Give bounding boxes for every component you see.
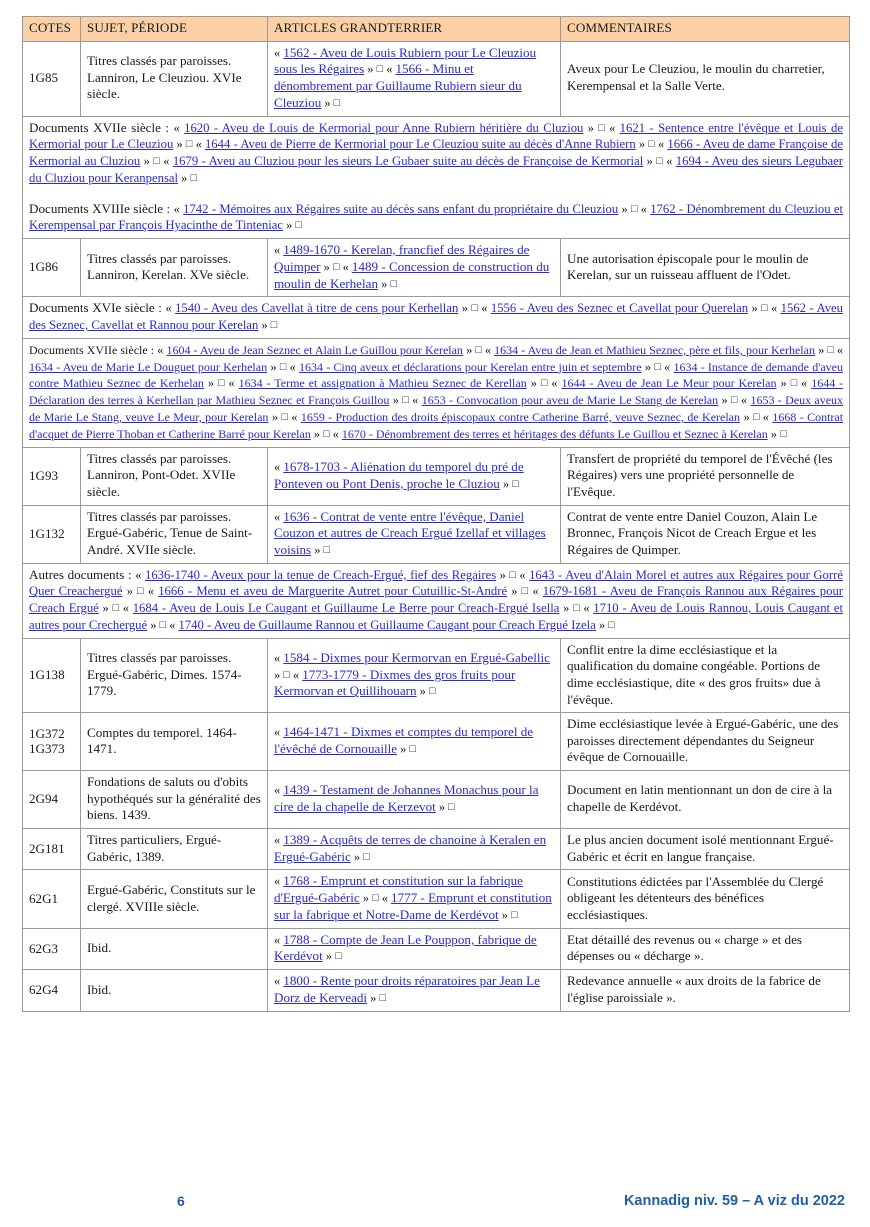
cell-sujet: Titres classés par paroisses. Lanniron, Kerelan. XVe siècle. xyxy=(81,239,268,297)
grandterrier-article-link[interactable]: 1694 - Aveu des sieurs Legubaer du Cluziou pour Keranpensal xyxy=(29,154,844,185)
cell-cote xyxy=(23,638,81,713)
table-body xyxy=(23,41,850,1011)
table-row xyxy=(23,447,850,505)
grandterrier-article-link[interactable]: 1540 - Aveu des Cavellat à titre de cens pour Kerhellan xyxy=(175,301,459,316)
quote-open: « xyxy=(381,891,392,906)
cell-cote xyxy=(23,41,81,116)
cote-line: 1G372 xyxy=(29,725,65,741)
cell-cote xyxy=(23,928,81,970)
square-marker-icon xyxy=(363,853,369,864)
column-header-cotes: COTES xyxy=(23,17,81,42)
cell-cote xyxy=(23,771,81,829)
quote-close: » xyxy=(359,891,373,906)
grandterrier-article-link[interactable]: 1668 - Contrat d'acquet de Pierre Thoban et Catherine Barré pour Kerelan xyxy=(29,410,844,441)
cote-line: 1G138 xyxy=(29,667,65,683)
cell-articles xyxy=(268,870,561,928)
documents-paragraph xyxy=(29,201,843,235)
grandterrier-article-link[interactable]: 1684 - Aveu de Louis Le Caugant et Guillaume Le Berre pour Creach-Ergué Isella xyxy=(132,601,560,616)
square-marker-icon xyxy=(137,587,143,598)
documents-paragraph xyxy=(29,120,843,187)
cell-commentaire: Aveux pour Le Cleuziou, le moulin du charretier, Kerempensal et la Salle Verte. xyxy=(561,41,850,116)
grandterrier-article-link[interactable]: 1636-1740 - Aveux pour la tenue de Creach-Ergué, fief des Regaires xyxy=(144,567,497,582)
cote-line: 1G93 xyxy=(29,467,59,483)
quote-close: » xyxy=(203,376,219,391)
paragraph-lead-label: Documents XVIIIe siècle : xyxy=(29,200,174,216)
quote-close: » xyxy=(498,907,512,922)
cell-articles xyxy=(268,447,561,505)
cell-documents-paragraph xyxy=(23,116,850,239)
square-marker-icon xyxy=(475,346,481,357)
quote-close: » xyxy=(507,584,522,599)
cell-sujet: Fondations de saluts ou d'obits hypothéqués sur la généralité des biens. 1439. xyxy=(81,771,268,829)
cell-sujet: Titres particuliers, Ergué-Gabéric, 1389. xyxy=(81,828,268,870)
cote-line: 2G94 xyxy=(29,791,59,807)
quote-open: « xyxy=(800,376,812,391)
table-header-row xyxy=(23,17,850,42)
quote-open: « xyxy=(583,601,594,616)
page-footer xyxy=(22,1193,849,1215)
cell-sujet: Titres classés par paroisses. Lanniron, Pont-Odet. XVIIe siècle. xyxy=(81,447,268,505)
grandterrier-article-link[interactable]: 1653 - Convocation pour aveu de Marie Le Stang de Kerelan xyxy=(421,393,719,408)
grandterrier-article-link[interactable]: 1644 - Déclaration des terres à Kerhellan par Mathieu Seznec et François Guillou xyxy=(29,376,844,408)
quote-close: » xyxy=(748,301,762,316)
quote-close: » xyxy=(583,120,599,135)
cote-line: 1G86 xyxy=(29,259,59,275)
cote-line: 62G1 xyxy=(29,890,59,906)
grandterrier-article-link[interactable]: 1679 - Aveu au Cluziou pour les sieurs Le Gubaer suite au décès de Françoise de Kermorial xyxy=(172,154,644,168)
cell-commentaire: Contrat de vente entre Daniel Couzon, Alain Le Bronnec, François Nicot de Creach Ergue et les Régaires de Quimper. xyxy=(561,505,850,563)
square-marker-icon xyxy=(280,363,286,374)
grandterrier-article-link[interactable]: 1670 - Dénombrement des terres et héritages des défunts Le Guillou et Seznec à Kerelan xyxy=(341,426,768,441)
grandterrier-article-link[interactable]: 1634 - Terme et assignation à Mathieu Seznec de Kerellan xyxy=(238,376,527,391)
quote-close: » xyxy=(350,849,364,864)
quote-close: » xyxy=(595,617,609,632)
square-marker-icon xyxy=(295,221,301,232)
quote-close: » xyxy=(268,410,282,425)
grandterrier-article-link[interactable]: 1439 - Testament de Johannes Monachus pour la cire de la chapelle de Kerzevot xyxy=(274,782,539,815)
table-paragraph-row xyxy=(23,338,850,447)
square-marker-icon xyxy=(471,304,477,315)
quote-open: « xyxy=(173,120,185,135)
quote-close: » xyxy=(140,154,154,168)
quote-open: « xyxy=(122,601,133,616)
quote-close: » xyxy=(499,476,513,491)
quote-open: « xyxy=(740,393,751,408)
table-paragraph-row xyxy=(23,116,850,239)
grandterrier-article-link[interactable]: 1620 - Aveu de Louis de Kermorial pour Anne Rubiern héritière du Cluziou xyxy=(184,120,584,135)
square-marker-icon xyxy=(573,604,579,615)
cell-documents-paragraph xyxy=(23,297,850,339)
cell-articles xyxy=(268,771,561,829)
quote-open: « xyxy=(342,259,352,274)
grandterrier-article-link[interactable]: 1489-1670 - Kerelan, francfief des Régaires de Quimper xyxy=(274,242,530,274)
square-marker-icon xyxy=(372,894,378,905)
cell-articles xyxy=(268,970,561,1012)
grandterrier-article-link[interactable]: 1584 - Dixmes pour Kermorvan en Ergué-Gabellic xyxy=(283,649,550,665)
cell-cote xyxy=(23,447,81,505)
grandterrier-article-link[interactable]: 1634 - Instance de demande d'aveu contre Mathieu Seznec de Kerhelan xyxy=(29,359,844,391)
quote-close: » xyxy=(767,426,781,441)
table-row xyxy=(23,828,850,870)
grandterrier-article-link[interactable]: 1679-1681 - Aveu de François Rannou aux Régaires pour Creach Ergué xyxy=(29,584,844,616)
quote-open: « xyxy=(169,617,179,632)
quote-close: » xyxy=(496,567,510,582)
square-marker-icon xyxy=(377,65,383,76)
cell-commentaire: Dime ecclésiastique levée à Ergué-Gabéric, une des paroisses directement dépendantes du Seigneur évêque de Cornouaille. xyxy=(561,713,850,771)
quote-open: « xyxy=(663,359,674,374)
cell-cote xyxy=(23,870,81,928)
quote-open: « xyxy=(484,342,495,357)
quote-open: « xyxy=(274,932,284,947)
quote-open: « xyxy=(274,832,284,847)
cell-articles xyxy=(268,41,561,116)
table-header xyxy=(23,17,850,42)
quote-close: » xyxy=(267,359,280,374)
cote-line: 1G132 xyxy=(29,525,65,541)
square-marker-icon xyxy=(780,430,786,441)
paragraph-lead-label: Documents XVIe siècle : xyxy=(29,300,166,316)
quote-open: « xyxy=(165,301,176,316)
cell-articles xyxy=(268,928,561,970)
square-marker-icon xyxy=(648,140,654,151)
column-header-commentaires: COMMENTAIRES xyxy=(561,17,850,42)
square-marker-icon xyxy=(791,379,797,390)
square-marker-icon xyxy=(608,621,614,632)
table-row xyxy=(23,970,850,1012)
grandterrier-article-link[interactable]: 1644 - Aveu de Pierre de Kermorial pour Le Cleuziou suite au décès d'Anne Rubiern xyxy=(204,137,636,152)
cell-sujet: Titres classés par paroisses. Lanniron, Le Cleuziou. XVIe siècle. xyxy=(81,41,268,116)
square-marker-icon xyxy=(522,587,528,598)
quote-open: « xyxy=(292,667,303,682)
cell-commentaire: Etat détaillé des revenus ou « charge » et des dépenses ou « décharge ». xyxy=(561,928,850,970)
page-number: 6 xyxy=(177,1193,185,1209)
quote-open: « xyxy=(386,62,396,77)
square-marker-icon xyxy=(761,304,767,315)
table-paragraph-row xyxy=(23,563,850,638)
cell-articles xyxy=(268,713,561,771)
square-marker-icon xyxy=(598,124,604,135)
grandterrier-article-link[interactable]: 1742 - Mémoires aux Régaires suite au décès sans enfant du propriétaire du Cleuziou xyxy=(183,201,619,216)
grandterrier-article-link[interactable]: 1644 - Aveu de Jean Le Meur pour Kerelan xyxy=(561,376,777,391)
cell-commentaire: Transfert de propriété du temporel de l'Évêché (les Régaires) vers une propriété personnelle de l'Evêque. xyxy=(561,447,850,505)
grandterrier-article-link[interactable]: 1566 - Minu et dénombrement par Guillaume Rubiern sieur du Cleuziou xyxy=(274,61,522,110)
table-row xyxy=(23,638,850,713)
quote-open: « xyxy=(532,584,543,599)
quote-close: » xyxy=(147,617,160,632)
quote-close: » xyxy=(98,601,113,616)
table-row xyxy=(23,771,850,829)
paragraph-lead-label: Documents XVIIe siècle : xyxy=(29,119,174,135)
quote-close: » xyxy=(173,137,186,152)
cell-articles xyxy=(268,828,561,870)
quote-open: « xyxy=(274,509,284,524)
square-marker-icon xyxy=(112,604,118,615)
square-marker-icon xyxy=(827,346,833,357)
grandterrier-article-link[interactable]: 1666 - Menu et aveu de Marguerite Autret pour Cutuillic-St-André xyxy=(158,584,508,599)
cell-commentaire: Redevance annuelle « aux droits de la fabrice de l'église paroissiale ». xyxy=(561,970,850,1012)
quote-open: « xyxy=(332,426,342,441)
cell-commentaire: Document en latin mentionnant un don de cire à la chapelle de Kerdévot. xyxy=(561,771,850,829)
table-row xyxy=(23,928,850,970)
paragraph-lead-label: Autres documents : xyxy=(29,566,136,582)
quote-open: « xyxy=(274,874,284,889)
quote-close: » xyxy=(740,410,754,425)
table-row xyxy=(23,870,850,928)
square-marker-icon xyxy=(333,263,339,274)
quote-open: « xyxy=(163,154,173,168)
cote-line: 62G4 xyxy=(29,982,59,998)
cell-sujet: Comptes du temporel. 1464-1471. xyxy=(81,713,268,771)
column-header-articles: ARTICLES GRANDTERRIER xyxy=(268,17,561,42)
grandterrier-article-link[interactable]: 1562 - Aveu de Louis Rubiern pour Le Cleuziou sous les Régaires xyxy=(274,44,537,77)
table-row xyxy=(23,505,850,563)
quote-open: « xyxy=(274,459,284,474)
grandterrier-article-link[interactable]: 1666 - Aveu de dame Françoise de Kermorial au Cluziou xyxy=(29,137,844,168)
square-marker-icon xyxy=(271,321,277,332)
quote-open: « xyxy=(135,567,145,582)
quote-open: « xyxy=(666,154,676,168)
issue-label: Kannadig niv. 59 – A viz du 2022 xyxy=(623,1193,845,1209)
square-marker-icon xyxy=(283,671,289,682)
table-row xyxy=(23,713,850,771)
square-marker-icon xyxy=(218,379,224,390)
quote-open: « xyxy=(291,410,301,425)
cote-line: 2G181 xyxy=(29,841,65,856)
quote-close: » xyxy=(320,259,333,274)
square-marker-icon xyxy=(631,205,637,216)
grandterrier-article-link[interactable]: 1464-1471 - Dixmes et comptes du temporel de l'évêché de Cornouaille xyxy=(274,724,534,757)
quote-close: » xyxy=(321,95,334,110)
cote-line: 62G3 xyxy=(29,940,59,956)
grandterrier-article-link[interactable]: 1653 - Deux aveux de Marie Le Stang, veuve Le Meur, pour Kerelan xyxy=(29,393,844,425)
quote-close: » xyxy=(776,376,791,391)
quote-open: « xyxy=(658,137,668,152)
quote-close: » xyxy=(526,376,541,391)
quote-close: » xyxy=(367,990,380,1005)
quote-open: « xyxy=(157,342,167,357)
quote-close: » xyxy=(814,342,828,357)
quote-open: « xyxy=(274,725,284,740)
square-marker-icon xyxy=(160,621,166,632)
quote-open: « xyxy=(173,201,184,216)
quote-open: « xyxy=(274,45,284,60)
grandterrier-article-link[interactable]: 1773-1779 - Dixmes des gros fruits pour Kermorvan et Quillihouarn xyxy=(274,666,516,699)
cell-cote xyxy=(23,505,81,563)
square-marker-icon xyxy=(323,430,329,441)
cell-sujet: Ibid. xyxy=(81,970,268,1012)
cell-sujet: Titres classés par paroisses. Ergué-Gabéric, Tenue de Saint-André. XVIIe siècle. xyxy=(81,505,268,563)
grandterrier-article-link[interactable]: 1556 - Aveu des Seznec et Cavellat pour Querelan xyxy=(490,301,749,316)
square-marker-icon xyxy=(409,745,415,756)
square-marker-icon xyxy=(153,157,159,168)
grandterrier-article-link[interactable]: 1740 - Aveu de Guillaume Rannou et Guillaume Caugant pour Creach Ergué Izela xyxy=(178,617,596,632)
quote-close: » xyxy=(274,667,284,682)
cell-cote xyxy=(23,970,81,1012)
quote-open: « xyxy=(274,974,284,989)
quote-open: « xyxy=(519,567,530,582)
paragraph-lead-label: Documents XVIIe siècle : xyxy=(29,342,158,357)
table-row xyxy=(23,239,850,297)
quote-open: « xyxy=(481,301,491,316)
square-marker-icon xyxy=(282,413,288,424)
square-marker-icon xyxy=(429,687,435,698)
quote-open: « xyxy=(412,393,422,408)
grandterrier-article-link[interactable]: 1389 - Acquêts de terres de chanoine à Keralen en Ergué-Gabéric xyxy=(274,831,547,864)
quote-open: « xyxy=(609,120,620,135)
grandterrier-article-link[interactable]: 1762 - Dénombrement du Cleuziou et Kerempensal par François Hyacinthe de Tinteniac xyxy=(29,201,844,233)
grandterrier-article-link[interactable]: 1788 - Compte de Jean Le Pouppon, fabrique de Kerdévot xyxy=(274,931,537,964)
grandterrier-article-link[interactable]: 1777 - Emprunt et constitution sur la fabrique et Notre-Dame de Kerdévot xyxy=(274,890,552,922)
square-marker-icon xyxy=(334,99,340,110)
inventory-table xyxy=(22,16,850,1012)
cell-cote xyxy=(23,239,81,297)
square-marker-icon xyxy=(324,546,330,557)
quote-close: » xyxy=(458,301,472,316)
quote-close: » xyxy=(283,218,296,233)
square-marker-icon xyxy=(512,480,518,491)
quote-close: » xyxy=(258,318,271,332)
grandterrier-article-link[interactable]: 1768 - Emprunt et constitution sur la fabrique d'Ergué-Gabéric xyxy=(274,873,523,906)
grandterrier-article-link[interactable]: 1636 - Contrat de vente entre l'évêque, Daniel Couzon et autres de Creach Ergué Izellaf et villages voisins xyxy=(274,508,546,557)
grandterrier-article-link[interactable]: 1634 - Aveu de Marie Le Douguet pour Kerhelan xyxy=(29,359,268,374)
cell-commentaire: Une autorisation épiscopale pour le moulin de Kerelan, sur un ruisseau affluent de l'Odet. xyxy=(561,239,850,297)
square-marker-icon xyxy=(379,994,385,1005)
square-marker-icon xyxy=(654,363,660,374)
cell-articles xyxy=(268,505,561,563)
grandterrier-article-link[interactable]: 1710 - Aveu de Louis Rannou, Louis Caugant et autres pour Crechergué xyxy=(29,601,844,632)
quote-open: « xyxy=(762,410,773,425)
cell-sujet: Ergué-Gabéric, Constituts sur le clergé. XVIIIe siècle. xyxy=(81,870,268,928)
quote-close: » xyxy=(435,800,449,815)
quote-close: » xyxy=(462,342,476,357)
quote-open: « xyxy=(147,584,159,599)
quote-close: » xyxy=(718,393,732,408)
grandterrier-article-link[interactable]: 1634 - Cinq aveux et déclarations pour Kerelan entre juin et septembre xyxy=(299,359,642,374)
table-paragraph-row xyxy=(23,297,850,339)
grandterrier-article-link[interactable]: 1621 - Sentence entre l'évêque et Louis de Kermorial pour Le Cleuziou xyxy=(29,120,844,152)
square-marker-icon xyxy=(190,174,196,185)
square-marker-icon xyxy=(656,157,662,168)
grandterrier-article-link[interactable]: 1634 - Aveu de Jean et Mathieu Seznec, père et fils, pour Kerhelan xyxy=(494,342,815,357)
column-header-sujet: SUJET, PÉRIODE xyxy=(81,17,268,42)
cote-line: 1G373 xyxy=(29,741,65,757)
quote-open: « xyxy=(771,301,781,316)
cell-cote xyxy=(23,713,81,771)
square-marker-icon xyxy=(390,280,396,291)
quote-close: » xyxy=(618,201,631,216)
cell-sujet: Titres classés par paroisses. Ergué-Gabéric, Dimes. 1574-1779. xyxy=(81,638,268,713)
quote-close: » xyxy=(635,137,649,152)
square-marker-icon xyxy=(402,396,408,407)
cote-line: 1G85 xyxy=(29,70,59,86)
quote-close: » xyxy=(310,426,324,441)
square-marker-icon xyxy=(753,413,759,424)
quote-open: « xyxy=(289,359,299,374)
square-marker-icon xyxy=(335,952,341,963)
grandterrier-article-link[interactable]: 1562 - Aveu des Seznec, Cavellat et Rannou pour Kerelan xyxy=(29,301,844,332)
quote-close: » xyxy=(178,170,191,185)
quote-close: » xyxy=(397,742,410,757)
documents-paragraph xyxy=(29,300,843,334)
square-marker-icon xyxy=(541,379,547,390)
documents-paragraph xyxy=(29,567,843,634)
grandterrier-article-link[interactable]: 1643 - Aveu d'Alain Morel et autres aux Régaires pour Gorré Quer Creachergué xyxy=(29,567,843,599)
grandterrier-article-link[interactable]: 1678-1703 - Aliénation du temporel du pré de Ponteven ou Pont Denis, proche le Cluziou xyxy=(274,458,524,491)
quote-close: » xyxy=(416,684,429,699)
cell-articles xyxy=(268,638,561,713)
quote-open: « xyxy=(551,376,562,391)
square-marker-icon xyxy=(186,140,192,151)
cell-cote xyxy=(23,828,81,870)
table-row xyxy=(23,41,850,116)
square-marker-icon xyxy=(511,911,517,922)
quote-open: « xyxy=(274,783,284,798)
quote-open: « xyxy=(274,650,284,665)
quote-open: « xyxy=(274,243,284,257)
cell-commentaire: Constitutions édictées par l'Assemblée du Clergé obligeant les détenteurs des bénéfices ecclésiastiques. xyxy=(561,870,850,928)
cell-commentaire: Le plus ancien document isolé mentionnant Ergué-Gabéric et écrit en langue française. xyxy=(561,828,850,870)
quote-close: » xyxy=(364,62,377,77)
quote-close: » xyxy=(643,154,657,168)
quote-close: » xyxy=(311,542,324,557)
quote-close: » xyxy=(641,359,655,374)
cell-sujet: Ibid. xyxy=(81,928,268,970)
square-marker-icon xyxy=(731,396,737,407)
square-marker-icon xyxy=(448,803,454,814)
cell-documents-paragraph xyxy=(23,563,850,638)
cell-documents-paragraph xyxy=(23,338,850,447)
quote-close: » xyxy=(559,601,574,616)
cell-articles xyxy=(268,239,561,297)
quote-close: » xyxy=(322,949,336,964)
quote-open: « xyxy=(836,342,844,357)
quote-close: » xyxy=(122,584,138,599)
quote-open: « xyxy=(640,201,651,216)
quote-close: » xyxy=(389,393,403,408)
cell-commentaire: Conflit entre la dime ecclésiastique et la qualification du domaine congéable. Portions de dime ecclésiastique, dite « des gros fruits» due à l'évêque. xyxy=(561,638,850,713)
quote-open: « xyxy=(228,376,239,391)
grandterrier-article-link[interactable]: 1489 - Concession de construction du moulin de Kerhelan xyxy=(274,258,550,291)
inventory-page xyxy=(22,16,849,1012)
quote-open: « xyxy=(195,137,205,152)
quote-close: » xyxy=(378,276,391,291)
documents-paragraph xyxy=(29,342,843,443)
grandterrier-article-link[interactable]: 1604 - Aveu de Jean Seznec et Alain Le Guillou pour Kerelan xyxy=(166,342,463,357)
grandterrier-article-link[interactable]: 1800 - Rente pour droits réparatoires par Jean Le Dorz de Kerveadi xyxy=(274,973,540,1005)
grandterrier-article-link[interactable]: 1659 - Production des droits épiscopaux contre Catherine Barré, veuve Seznec, de Kerelan xyxy=(300,410,741,425)
square-marker-icon xyxy=(509,571,515,582)
